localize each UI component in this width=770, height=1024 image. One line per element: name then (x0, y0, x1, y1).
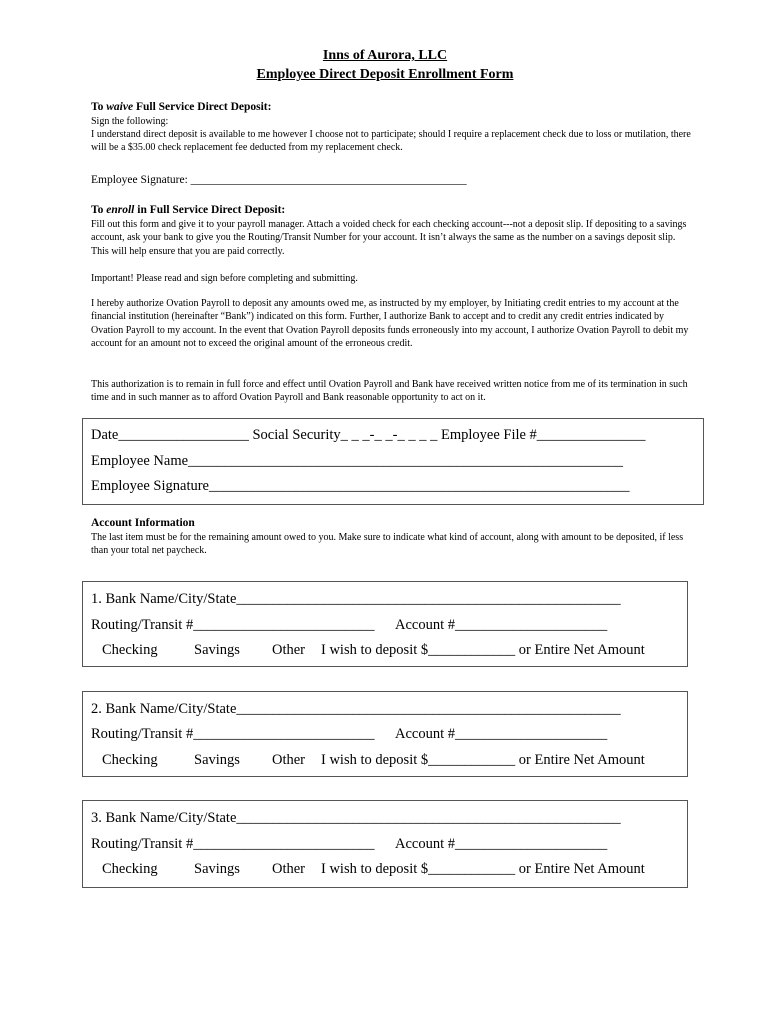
checking-option[interactable]: Checking (102, 861, 158, 877)
bank-name-line[interactable]: 1. Bank Name/City/State_____________________________________________________ (91, 591, 621, 607)
savings-option[interactable]: Savings (194, 642, 240, 658)
account-number-field[interactable]: Account #_____________________ (395, 836, 608, 852)
waive-heading (91, 101, 271, 113)
authorization-duration-text: This authorization is to remain in full force and effect until Ovation Payroll and Bank have received written notice from me of its termination in such time and in such manner as to afford Ovation Payroll and Bank reasonable opportunity to act on it. (91, 379, 688, 404)
account-info-heading: Account Information (91, 517, 195, 529)
other-option[interactable]: Other (272, 752, 306, 768)
enroll-heading (91, 204, 285, 216)
important-note: Important! Please read and sign before completing and submitting. (91, 273, 358, 284)
waive-statement: I understand direct deposit is available to me however I choose not to participate; should I require a replacement check due to loss or mutilation, there will be a $35.00 check replacement fee deducted from my replacement check. (91, 129, 691, 154)
company-name: Inns of Aurora, LLC (322, 48, 448, 63)
authorization-text: I hereby authorize Ovation Payroll to deposit any amounts owed me, as instructed by my employer, by Initiating credit entries to my account at the financial institution (hereinafter “Bank”) indicated on this form. Further, I authorize Bank to accept and to credit any credit entries indicated by Ovation Payroll to my account. In the event that Ovation Payroll deposits funds erroneously into my account, I authorize Ovation Payroll to debit my account for an amount not to exceed the original amount of the erroneous credit. (91, 298, 689, 350)
deposit-amount-field[interactable]: I wish to deposit $____________ or Entire Net Amount (321, 642, 645, 658)
waive-heading-suffix: Full Service Direct Deposit: (133, 101, 272, 113)
other-option[interactable]: Other (272, 642, 306, 658)
waive-heading-emphasis: waive (106, 101, 134, 113)
savings-option[interactable]: Savings (194, 752, 240, 768)
waive-signature-field[interactable]: Employee Signature: ________________________________________________ (91, 174, 467, 186)
account-number-field[interactable]: Account #_____________________ (395, 726, 608, 742)
enroll-instructions: Fill out this form and give it to your payroll manager. Attach a voided check for each checking account---not a deposit slip. If depositing to a savings account, ask your bank to give you the Routing/Transit Number for your account. It isn’t always the same as the number on a savings deposit slip. This will help ensure that you are paid correctly. (91, 219, 687, 257)
bank-name-line[interactable]: 2. Bank Name/City/State_____________________________________________________ (91, 701, 621, 717)
checking-option[interactable]: Checking (102, 752, 158, 768)
savings-option[interactable]: Savings (194, 861, 240, 877)
bank-box-3 (82, 800, 688, 888)
enroll-heading-suffix: in Full Service Direct Deposit: (134, 204, 286, 216)
form-title: Employee Direct Deposit Enrollment Form (256, 67, 514, 82)
date-ssn-file-line[interactable]: Date__________________ Social Security_ _ _-_ _-_ _ _ _ Employee File #_______________ (91, 427, 646, 443)
waive-instruction: Sign the following: (91, 116, 169, 127)
other-option[interactable]: Other (272, 861, 306, 877)
bank-box-1 (82, 581, 688, 667)
waive-heading-prefix: To (91, 101, 107, 113)
enroll-heading-emphasis: enroll (106, 204, 135, 216)
bank-name-line[interactable]: 3. Bank Name/City/State_____________________________________________________ (91, 810, 621, 826)
bank-box-2 (82, 691, 688, 777)
account-info-text: The last item must be for the remaining amount owed to you. Make sure to indicate what kind of account, along with amount to be deposited, if less than your total net paycheck. (91, 532, 684, 557)
enroll-heading-prefix: To (91, 204, 107, 216)
checking-option[interactable]: Checking (102, 642, 158, 658)
employee-signature-line[interactable]: Employee Signature__________________________________________________________ (91, 478, 630, 494)
employee-info-box (82, 418, 704, 505)
deposit-amount-field[interactable]: I wish to deposit $____________ or Entire Net Amount (321, 861, 645, 877)
routing-transit-field[interactable]: Routing/Transit #_________________________ (91, 726, 375, 742)
deposit-amount-field[interactable]: I wish to deposit $____________ or Entire Net Amount (321, 752, 645, 768)
routing-transit-field[interactable]: Routing/Transit #_________________________ (91, 617, 375, 633)
employee-name-line[interactable]: Employee Name____________________________________________________________ (91, 453, 624, 469)
routing-transit-field[interactable]: Routing/Transit #_________________________ (91, 836, 375, 852)
account-number-field[interactable]: Account #_____________________ (395, 617, 608, 633)
